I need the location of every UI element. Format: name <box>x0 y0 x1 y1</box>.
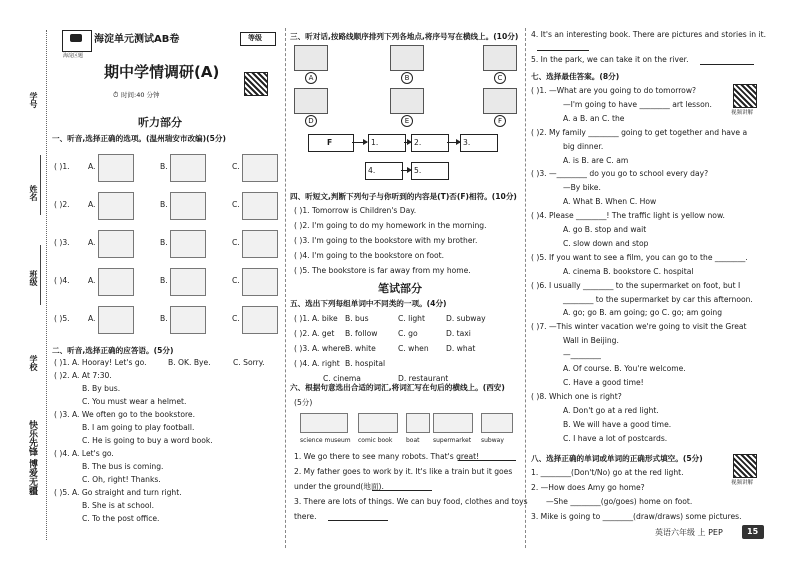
sec7-line: —________ <box>563 350 601 360</box>
page-number-badge <box>742 525 764 539</box>
qr-code-icon[interactable] <box>733 84 757 108</box>
label-class: 班级 <box>29 270 38 286</box>
place-label: B <box>401 72 413 84</box>
route-arrow <box>447 142 460 143</box>
route-arrow <box>401 170 411 171</box>
sec5-option: C. when <box>398 344 429 353</box>
sec1-option-picture[interactable] <box>242 268 278 296</box>
sec1-option-letter: C. <box>232 276 240 285</box>
sec1-option-picture[interactable] <box>170 306 206 334</box>
sec7-line: big dinner. <box>563 141 604 151</box>
column-divider-1 <box>285 28 286 548</box>
place-label: E <box>401 115 413 127</box>
route-blank-label: 4. <box>368 166 376 175</box>
sec6-word-picture <box>300 413 348 433</box>
label-school: 学校 <box>29 355 38 371</box>
sec2-option: C. He is going to buy a word book. <box>82 436 213 445</box>
sec1-question-number: ( )3. <box>54 238 70 247</box>
sec1-option-picture[interactable] <box>242 230 278 258</box>
sec1-option-letter: B. <box>160 314 168 323</box>
sec5-option: B. follow <box>345 329 378 338</box>
sec6-word-label: science museum <box>300 437 351 444</box>
motto: 快乐先锋 博爱无疆 <box>27 420 37 496</box>
sec5-title: 五、选出下列每组单词中不同类的一项。(4分) <box>290 299 447 308</box>
sec7-line: A. go B. stop and wait <box>563 225 647 234</box>
sec1-option-picture[interactable] <box>242 192 278 220</box>
sec2-option: ( )5. A. Go straight and turn right. <box>54 488 182 497</box>
brand-name: 海淀单元测试AB卷 <box>94 34 180 45</box>
answer-blank[interactable] <box>537 50 589 51</box>
sec5-option: B. hospital <box>345 359 386 368</box>
sec7-line: A. cinema B. bookstore C. hospital <box>563 266 694 276</box>
place-building <box>294 88 328 114</box>
sec7-title: 七、选择最佳答案。(8分) <box>531 72 620 81</box>
class-blank <box>40 245 41 305</box>
sec7-line: A. is B. are C. am <box>563 155 629 165</box>
answer-blank[interactable] <box>700 64 754 65</box>
answer-blank[interactable] <box>328 520 388 521</box>
qr-code-icon[interactable] <box>733 454 757 478</box>
sec1-option-letter: A. <box>88 200 96 209</box>
route-blank-label: 5. <box>414 166 422 175</box>
sec8-line: 3. Mike is going to ________(draw/draws) some pictures. <box>531 511 742 521</box>
route-blank-label: 3. <box>463 138 471 147</box>
sec7-line: ( )3. —________ do you go to school every day? <box>531 169 709 179</box>
sec7-line: C. I have a lot of postcards. <box>563 433 668 443</box>
sec1-option-letter: B. <box>160 276 168 285</box>
sec7-line: B. We will have a good time. <box>563 419 672 429</box>
sec6-word-picture <box>481 413 513 433</box>
name-blank <box>40 155 41 215</box>
sec7-line: A. go; go B. am going; go C. go; am going <box>563 308 723 318</box>
sec1-option-picture[interactable] <box>98 268 134 296</box>
sec5-option: D. subway <box>446 314 486 323</box>
place-building <box>294 45 328 71</box>
sec7-line: ( )1. —What are you going to do tomorrow? <box>531 86 697 95</box>
sec6-sentence: 4. It's an interesting book. There are pictures and stories in it. <box>531 30 766 39</box>
place-label: C <box>494 72 506 84</box>
sec6-sentence: 3. There are lots of things. We can buy food, clothes and toys <box>294 497 528 506</box>
label-number: 学号 <box>29 92 38 108</box>
sec7-line: A. a B. an C. the <box>563 113 625 123</box>
grade-box <box>240 32 276 46</box>
sec7-line: ( )8. Which one is right? <box>531 391 622 401</box>
sec1-option-letter: A. <box>88 276 96 285</box>
column-divider-2 <box>525 28 526 548</box>
sec7-line: ( )6. I usually ________ to the supermarket on foot, but I <box>531 280 741 290</box>
sec4-statement: ( )2. I'm going to do my homework in the morning. <box>294 221 487 230</box>
sec1-option-letter: B. <box>160 162 168 171</box>
sec1-option-letter: C. <box>232 200 240 209</box>
page-title: 期中学情调研(A) <box>104 63 220 81</box>
sec1-option-letter: A. <box>88 314 96 323</box>
place-label: D <box>305 115 317 127</box>
sec6-word-picture <box>433 413 473 433</box>
logo-icon <box>70 34 82 42</box>
sec6-sentence: there. <box>294 512 317 521</box>
sec1-title: 一、听音,选择正确的选项。(温州瑞安市改编)(5分) <box>52 134 226 143</box>
footer-text: 英语六年级 上 PEP <box>655 528 723 537</box>
sec6-title: 六、根据句意选出合适的词汇,将词汇写在句后的横线上。(西安) <box>290 383 505 392</box>
sec7-line: A. Of course. B. You're welcome. <box>563 364 686 373</box>
sec6-sentence: 1. We go there to see many robots. That's great! <box>294 452 480 461</box>
sec2-option: C. Oh, right! Thanks. <box>82 475 161 484</box>
sec1-option-picture[interactable] <box>170 230 206 258</box>
sec1-question-number: ( )4. <box>54 276 70 285</box>
sec2-option: B. The bus is coming. <box>82 462 164 471</box>
sec5-option: D. restaurant <box>398 374 449 383</box>
place-building <box>483 45 517 71</box>
sec1-option-picture[interactable] <box>98 230 134 258</box>
listening-heading: 听力部分 <box>138 116 182 129</box>
sec6-sentence: 2. My father goes to work by it. It's like a train but it goes <box>294 467 513 476</box>
sec1-question-number: ( )5. <box>54 314 70 323</box>
sec1-option-letter: C. <box>232 162 240 171</box>
sec6-score: (5分) <box>294 398 313 407</box>
binding-line <box>46 30 47 540</box>
place-building <box>483 88 517 114</box>
logo <box>62 30 92 52</box>
place-building <box>390 45 424 71</box>
answer-blank[interactable] <box>372 490 432 491</box>
qr-caption: 视频讲解 <box>731 480 754 486</box>
exam-time: 时间:40 分钟 <box>121 91 160 99</box>
sec8-title: 八、选择正确的单词或单词的正确形式填空。(5分) <box>531 454 703 463</box>
sec1-option-letter: A. <box>88 162 96 171</box>
sec7-line: —I'm going to have ________ art lesson. <box>563 99 712 109</box>
sec7-line: Wall in Beijing. <box>563 336 619 346</box>
sec5-option: C. light <box>398 314 425 323</box>
sec6-word-label: boat <box>406 437 420 444</box>
sec1-option-picture[interactable] <box>98 154 134 182</box>
sec4-statement: ( )5. The bookstore is far away from my home. <box>294 266 471 275</box>
sec5-option: B. white <box>345 344 376 353</box>
sec8-line: —She ________(go/goes) home on foot. <box>546 497 693 506</box>
sec6-word-label: supermarket <box>433 437 472 444</box>
sec1-option-picture[interactable] <box>98 192 134 220</box>
route-arrow <box>404 142 411 143</box>
sec2-option: ( )4. A. Let's go. <box>54 449 114 458</box>
sec4-statement: ( )3. I'm going to the bookstore with my brother. <box>294 236 478 245</box>
sec7-line: ( )4. Please ________! The traffic light is yellow now. <box>531 211 725 221</box>
sec7-line: ( )5. If you want to see a film, you can go to the ________. <box>531 252 748 262</box>
page-number: 15 <box>747 527 759 536</box>
sec2-option: C. Sorry. <box>233 358 265 367</box>
sec1-option-letter: C. <box>232 314 240 323</box>
qr-code-icon[interactable] <box>244 72 268 96</box>
sec1-option-letter: A. <box>88 238 96 247</box>
sec3-title: 三、听对话,按路线顺序排列下列各地点,将序号写在横线上。(10分) <box>290 32 519 41</box>
sec1-option-picture[interactable] <box>98 306 134 334</box>
grade-label: 等级 <box>248 34 262 42</box>
sec6-sentence: 5. In the park, we can take it on the river. <box>531 55 689 64</box>
sec2-option: B. By bus. <box>82 384 121 393</box>
sec1-option-picture[interactable] <box>170 268 206 296</box>
sec7-line: C. Have a good time! <box>563 377 644 387</box>
sec2-title: 二、听音,选择正确的应答语。(5分) <box>52 346 174 355</box>
place-label: A <box>305 72 317 84</box>
sec2-option: B. She is at school. <box>82 501 155 510</box>
sec4-statement: ( )1. Tomorrow is Children's Day. <box>294 206 417 215</box>
route-blank-label: 2. <box>414 138 422 147</box>
sec1-option-picture[interactable] <box>170 154 206 182</box>
route-blank-label: 1. <box>371 138 379 147</box>
logo-caption: 海淀区题 <box>63 53 84 59</box>
sec5-option: B. bus <box>345 314 369 323</box>
sec2-option: ( )1. A. Hooray! Let's go. <box>54 358 147 367</box>
sec7-line: A. Don't go at a red light. <box>563 405 659 415</box>
sec1-option-picture[interactable] <box>242 306 278 334</box>
route-start: F <box>327 138 333 147</box>
sec8-line: 2. —How does Amy go home? <box>531 482 645 492</box>
sec1-question-number: ( )2. <box>54 200 70 209</box>
sec1-option-picture[interactable] <box>242 154 278 182</box>
sec1-question-number: ( )1. <box>54 162 70 171</box>
sec7-line: —By bike. <box>563 183 601 193</box>
sec7-line: ________ to the supermarket by car this afternoon. <box>563 294 753 304</box>
sec6-word-picture <box>358 413 398 433</box>
sec5-option: D. taxi <box>446 329 471 338</box>
sec4-title: 四、听短文,判断下列句子与你听到的内容是(T)否(F)相符。(10分) <box>290 192 517 201</box>
qr-caption: 视频讲解 <box>731 110 754 116</box>
sec2-option: C. To the post office. <box>82 514 160 523</box>
route-arrow <box>352 142 367 143</box>
sec6-sentence: under the ground(地面). <box>294 482 384 491</box>
sec7-line: C. slow down and stop <box>563 238 649 248</box>
sec5-option: D. what <box>446 344 476 353</box>
sec6-word-label: subway <box>481 437 504 444</box>
sec2-option: B. I am going to play football. <box>82 423 195 432</box>
sec6-word-label: comic book <box>358 437 393 444</box>
sec5-option: ( )3. A. where <box>294 344 346 353</box>
label-name: 姓名 <box>29 185 38 201</box>
sec2-option: ( )2. A. At 7:30. <box>54 371 112 380</box>
sec6-word-picture <box>406 413 430 433</box>
place-label: F <box>494 115 506 127</box>
sec1-option-letter: B. <box>160 200 168 209</box>
sec5-option: ( )2. A. get <box>294 329 335 338</box>
sec4-statement: ( )4. I'm going to the bookstore on foot. <box>294 251 445 260</box>
sec5-option: C. cinema <box>323 374 361 383</box>
clock-icon: ⏱ <box>113 91 119 99</box>
sec8-line: 1. ________(Don't/No) go at the red light. <box>531 468 684 477</box>
sec7-line: ( )2. My family ________ going to get together and have a <box>531 127 748 137</box>
writing-heading: 笔试部分 <box>378 282 422 295</box>
sec5-option: ( )1. A. bike <box>294 314 338 323</box>
sec5-option: ( )4. A. right <box>294 359 340 368</box>
sec1-option-letter: C. <box>232 238 240 247</box>
sec7-line: ( )7. —This winter vacation we're going to visit the Great <box>531 322 747 332</box>
sec7-line: A. What B. When C. How <box>563 197 657 207</box>
sec2-option: C. You must wear a helmet. <box>82 397 187 406</box>
sec1-option-letter: B. <box>160 238 168 247</box>
answer-blank[interactable] <box>458 460 516 461</box>
sec5-option: C. go <box>398 329 418 338</box>
place-building <box>390 88 424 114</box>
sec1-option-picture[interactable] <box>170 192 206 220</box>
sec2-option: ( )3. A. We often go to the bookstore. <box>54 410 196 419</box>
sec2-option: B. OK. Bye. <box>168 358 211 367</box>
